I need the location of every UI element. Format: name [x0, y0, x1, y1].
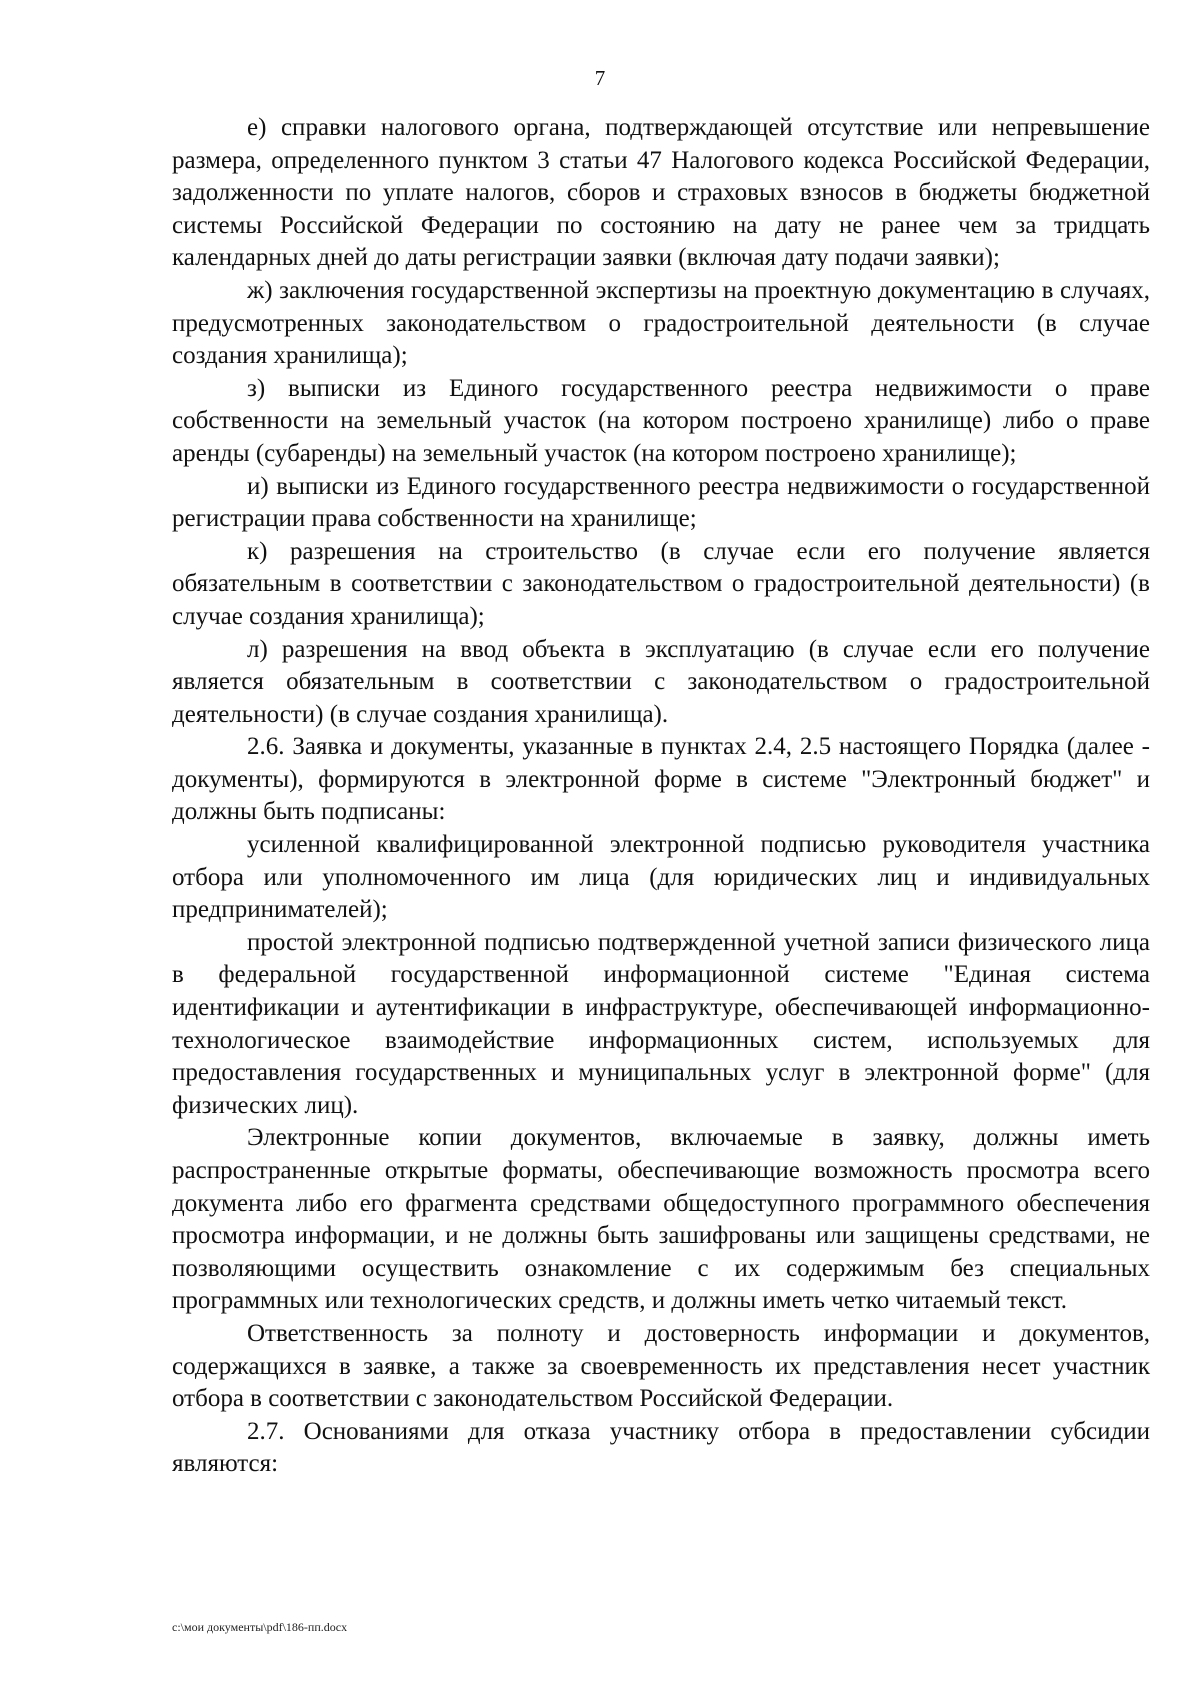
paragraph-l-commissioning-permit: л) разрешения на ввод объекта в эксплуатацию (в случае если его получение является обязательным в соответствии с законодательством о градостроительной деятельности) (в случае создания хранилища). [172, 635, 1150, 728]
paragraph-zh-state-expertise: ж) заключения государственной экспертизы на проектную документацию в случаях, предусмотренных законодательством о градостроительной деятельности (в случае создания хранилища); [172, 276, 1150, 370]
paragraph-e-tax-certificate: е) справки налогового органа, подтверждающей отсутствие или непревышение размера, определенного пунктом 3 статьи 47 Налогового кодекса Российской Федерации, задолженности по уплате налогов, сборов и страховых взносов в бюджеты бюджетной системы Российской Федерации по состоянию на дату не ранее чем за тридцать календарных дней до даты регистрации заявки (включая дату подачи заявки); [172, 114, 1150, 272]
paragraph-electronic-copies: Электронные копии документов, включаемые в заявку, должны иметь распространенные открытые форматы, обеспечивающие возможность просмотра всего документа либо его фрагмента средствами общедоступного программного обеспечения просмотра информации, и не должны быть зашифрованы или защищены средствами, не позволяющими осуществить ознакомление с их содержимым без специальных программных или технологических средств, и должны иметь четко читаемый текст. [172, 1124, 1150, 1315]
paragraph-2-7-refusal-grounds: 2.7. Основаниями для отказа участнику отбора в предоставлении субсидии являются: [172, 1417, 1150, 1478]
document-body [172, 112, 1150, 1481]
page-number: 7 [594, 66, 606, 90]
paragraph-simple-signature: простой электронной подписью подтвержденной учетной записи физического лица в федеральной государственной информационной системе "Единая система идентификации и аутентификации в инфраструктуре, обеспечивающей информационно-технологическое взаимодействие информационных систем, используемых для предоставления государственных и муниципальных услуг в электронной форме" (для физических лиц). [172, 928, 1150, 1119]
paragraph-i-ownership-registration: и) выписки из Единого государственного реестра недвижимости о государственной регистрации права собственности на хранилище; [172, 472, 1150, 533]
paragraph-2-6-electronic-form: 2.6. Заявка и документы, указанные в пунктах 2.4, 2.5 настоящего Порядка (далее - документы), формируются в электронной форме в системе "Электронный бюджет" и должны быть подписаны: [172, 733, 1150, 826]
paragraph-z-land-registry-extract: з) выписки из Единого государственного реестра недвижимости о праве собственности на земельный участок (на котором построено хранилище) либо о праве аренды (субаренды) на земельный участок (на котором построено хранилище); [172, 374, 1150, 467]
paragraph-qualified-signature: усиленной квалифицированной электронной подписью руководителя участника отбора или уполномоченного им лица (для юридических лиц и индивидуальных предпринимателей); [172, 831, 1150, 924]
paragraph-responsibility: Ответственность за полноту и достоверность информации и документов, содержащихся в заявке, а также за своевременность их представления несет участник отбора в соответствии с законодательством Российской Федерации. [172, 1319, 1150, 1413]
footer-file-path: c:\мои документы\pdf\186-пп.docx [172, 1620, 348, 1634]
paragraph-k-construction-permit: к) разрешения на строительство (в случае если его получение является обязательным в соответствии с законодательством о градостроительной деятельности) (в случае создания хранилища); [172, 537, 1150, 630]
